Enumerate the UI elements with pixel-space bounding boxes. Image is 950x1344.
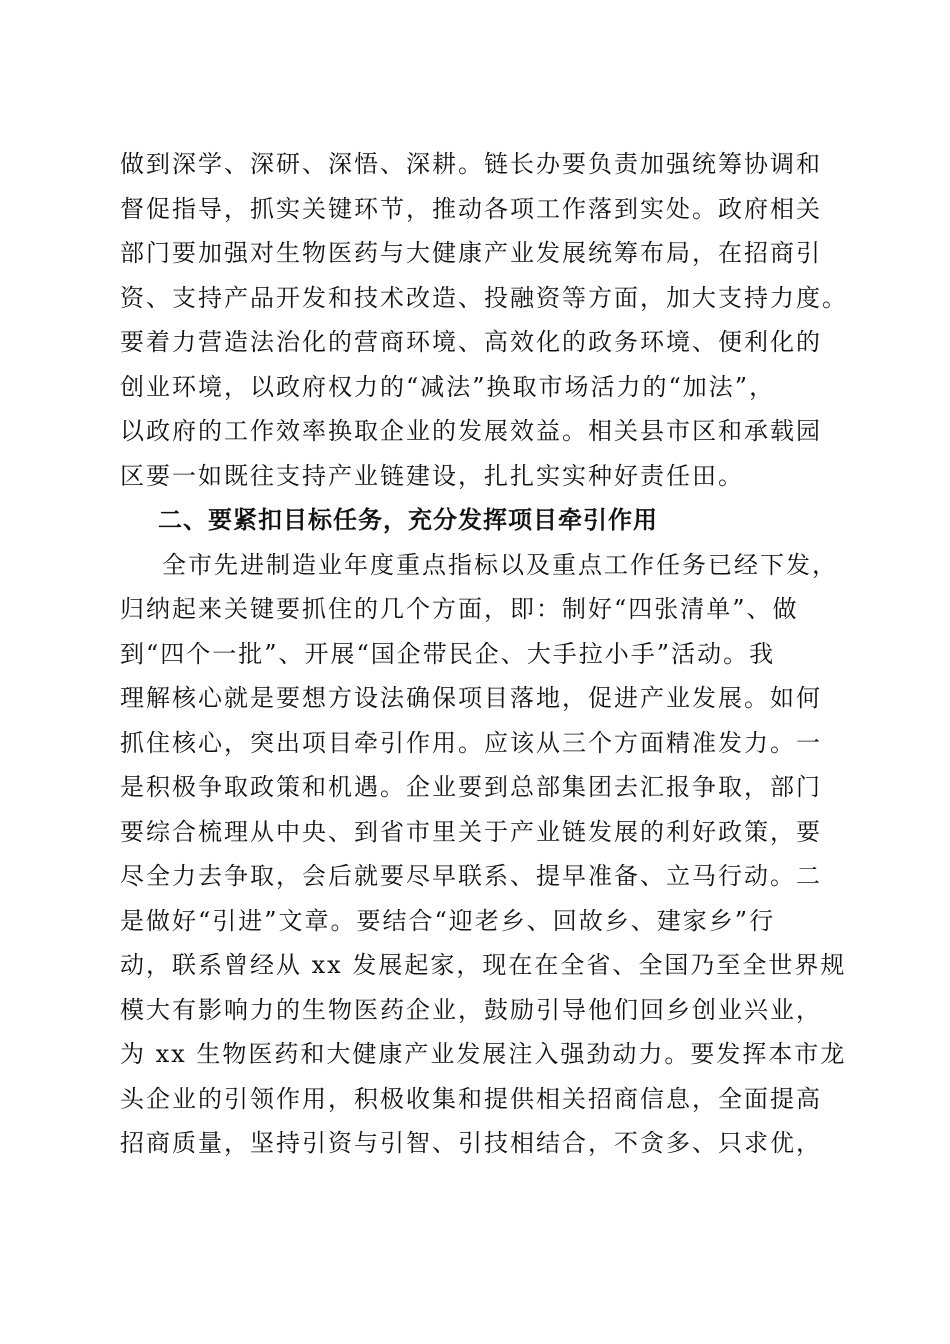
text-line: 资、支持产品开发和技术改造、投融资等方面，加大支持力度。 bbox=[120, 283, 848, 312]
text-line: 以政府的工作效率换取企业的发展效益。相关县市区和承载园 bbox=[120, 417, 822, 445]
text-line: 模大有影响力的生物医药企业，鼓励引导他们回乡创业兴业， bbox=[120, 995, 822, 1024]
document-body bbox=[120, 142, 848, 1166]
text-line: 是积极争取政策和机遇。企业要到总部集团去汇报争取，部门 bbox=[120, 773, 822, 801]
section-heading: 二、要紧扣目标任务，充分发挥项目牵引作用 bbox=[158, 506, 658, 534]
text-line: 要综合梳理从中央、到省市里关于产业链发展的利好政策，要 bbox=[120, 817, 822, 846]
text-line: 理解核心就是要想方设法确保项目落地，促进产业发展。如何 bbox=[120, 684, 822, 712]
text-line: 是做好“引进”文章。要结合“迎老乡、回故乡、建家乡”行 bbox=[120, 906, 776, 935]
text-line: 督促指导，抓实关键环节，推动各项工作落到实处。政府相关 bbox=[120, 194, 822, 223]
text-line: 到“四个一批”、开展“国企带民企、大手拉小手”活动。我 bbox=[120, 639, 776, 668]
paragraph-1 bbox=[120, 142, 848, 498]
text-line: 区要一如既往支持产业链建设，扎扎实实种好责任田。 bbox=[120, 461, 744, 490]
text-line: 要着力营造法治化的营商环境、高效化的政务环境、便利化的 bbox=[120, 328, 822, 356]
text-line: 尽全力去争取，会后就要尽早联系、提早准备、立马行动。二 bbox=[120, 862, 822, 890]
text-line: 抓住核心，突出项目牵引作用。应该从三个方面精准发力。一 bbox=[120, 728, 822, 757]
text-line: 做到深学、深研、深悟、深耕。链长办要负责加强统筹协调和 bbox=[120, 150, 822, 178]
text-line: 创业环境，以政府权力的“减法”换取市场活力的“加法”， bbox=[120, 372, 776, 401]
paragraph-2 bbox=[120, 543, 847, 1166]
text-line: 全市先进制造业年度重点指标以及重点工作任务已经下发， bbox=[162, 550, 838, 579]
text-line: 为 xx 生物医药和大健康产业发展注入强劲动力。要发挥本市龙 bbox=[120, 1040, 847, 1068]
text-line: 归纳起来关键要抓住的几个方面，即：制好“四张清单”、做 bbox=[120, 595, 799, 623]
text-line: 部门要加强对生物医药与大健康产业发展统筹布局，在招商引 bbox=[120, 239, 822, 267]
text-line: 动，联系曾经从 xx 发展起家，现在在全省、全国乃至全世界规 bbox=[120, 951, 847, 979]
text-line: 头企业的引领作用，积极收集和提供相关招商信息，全面提高 bbox=[120, 1084, 822, 1113]
text-line: 招商质量，坚持引资与引智、引技相结合，不贪多、只求优， bbox=[120, 1129, 822, 1157]
